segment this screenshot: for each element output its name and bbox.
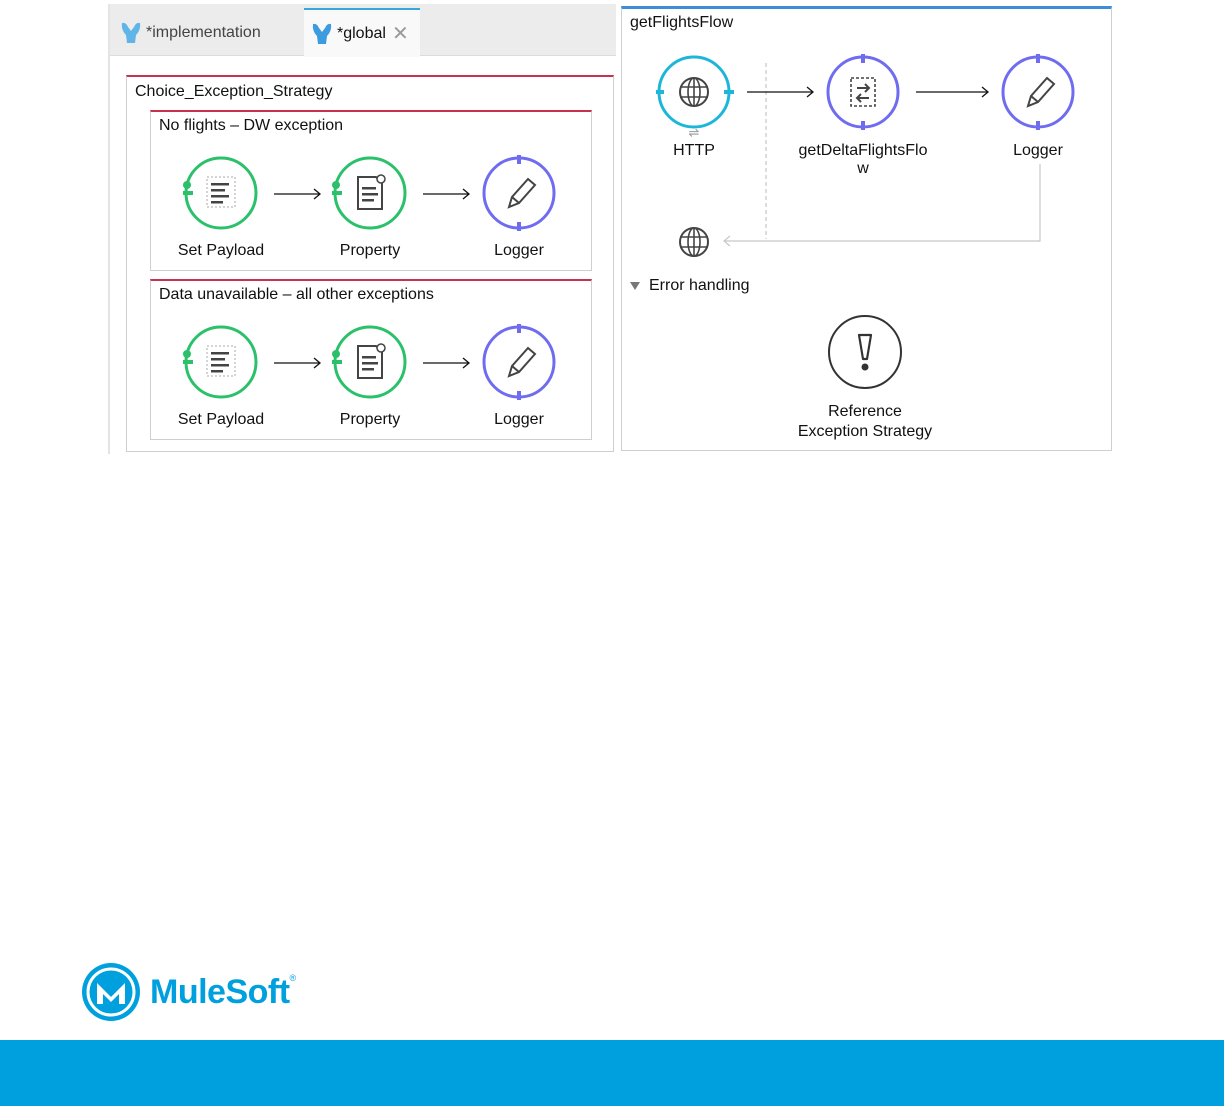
set-payload-icon[interactable] — [183, 324, 259, 400]
flow-arrow — [274, 188, 322, 200]
flow-title: getFlightsFlow — [630, 14, 734, 31]
node-label: Logger — [494, 242, 544, 259]
property-icon[interactable] — [332, 155, 408, 231]
error-handling-toggle[interactable] — [630, 277, 750, 295]
node-label-line1: getDeltaFlightsFlo — [798, 142, 928, 159]
flow-arrow — [423, 357, 471, 369]
set-payload-icon[interactable] — [183, 155, 259, 231]
node-label: Set Payload — [177, 242, 265, 259]
global-editor-pane — [108, 4, 616, 454]
error-handling-label: Error handling — [649, 277, 750, 294]
globe-icon[interactable] — [678, 226, 710, 258]
mule-file-icon — [120, 21, 142, 45]
node-label: Logger — [1013, 142, 1063, 159]
node-label: Set Payload — [177, 411, 265, 428]
node-label: Logger — [494, 411, 544, 428]
mulesoft-logo — [80, 961, 296, 1023]
footer-band — [0, 1040, 1224, 1106]
tab-implementation-label: *implementation — [146, 23, 261, 41]
exclamation-icon[interactable] — [827, 314, 903, 390]
flow-arrow — [423, 188, 471, 200]
mulesoft-wordmark — [150, 973, 296, 1012]
group-title: No flights – DW exception — [159, 117, 344, 134]
tab-implementation[interactable] — [120, 10, 261, 55]
flow-arrow — [274, 357, 322, 369]
globe-icon[interactable] — [656, 54, 738, 144]
mulesoft-logo-icon — [80, 961, 142, 1023]
svg-text:⇌: ⇌ — [688, 126, 700, 141]
group-title: Data unavailable – all other exceptions — [159, 286, 434, 303]
flow-arrow — [916, 86, 990, 98]
flow-arrow — [747, 86, 815, 98]
triangle-down-icon — [630, 282, 640, 290]
catch-group-data-unavailable[interactable] — [150, 279, 592, 440]
node-label: HTTP — [673, 142, 715, 159]
pencil-icon[interactable] — [1000, 54, 1076, 130]
node-label: Property — [339, 242, 401, 259]
catch-group-no-flights[interactable] — [150, 110, 592, 271]
close-icon[interactable]: ✕ — [391, 22, 409, 45]
tab-global-label: *global — [337, 24, 386, 42]
choice-exception-strategy[interactable] — [126, 75, 614, 452]
property-icon[interactable] — [332, 324, 408, 400]
node-label-line2: w — [857, 160, 869, 177]
node-label: Property — [339, 411, 401, 428]
reference-label-line1: Reference — [828, 403, 902, 420]
mule-file-icon — [311, 22, 333, 46]
strategy-title: Choice_Exception_Strategy — [135, 83, 333, 100]
reference-label-line2: Exception Strategy — [797, 423, 933, 440]
registered-mark: ® — [289, 972, 296, 983]
reference-exception-strategy-label — [765, 402, 965, 442]
flow-reference-icon[interactable] — [825, 54, 901, 130]
get-flights-flow[interactable] — [621, 6, 1112, 451]
pencil-icon[interactable] — [481, 324, 557, 400]
response-path — [720, 164, 1042, 249]
tab-global[interactable] — [304, 8, 420, 57]
pencil-icon[interactable] — [481, 155, 557, 231]
editor-tab-bar — [110, 4, 616, 56]
brand-name: MuleSoft — [150, 972, 290, 1011]
